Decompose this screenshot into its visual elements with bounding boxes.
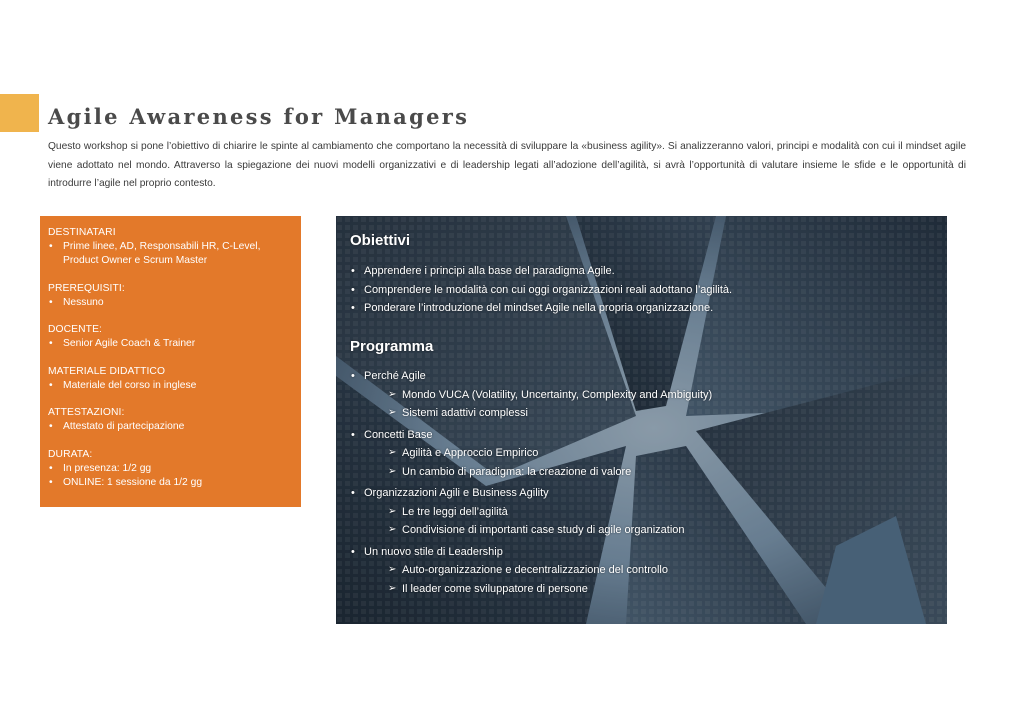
objective-item: • Apprendere i principi alla base del paradigma Agile. bbox=[350, 262, 732, 281]
program-sublist bbox=[350, 561, 712, 598]
program-subitem: ➢ Mondo VUCA (Volatility, Uncertainty, Complexity and Ambiguity) bbox=[350, 386, 712, 405]
program-subitem: ➢ Sistemi adattivi complessi bbox=[350, 404, 712, 423]
info-heading: PREREQUISITI: bbox=[48, 282, 125, 294]
page-title: Agile Awareness for Managers bbox=[48, 104, 470, 129]
info-list bbox=[48, 420, 293, 434]
program-sublist bbox=[350, 503, 712, 540]
info-item: • In presenza: 1/2 gg bbox=[48, 462, 293, 476]
objectives-heading: Obiettivi bbox=[350, 232, 411, 249]
info-item: • Nessuno bbox=[48, 296, 293, 310]
program-item bbox=[350, 543, 712, 599]
program-subitem: ➢ Condivisione di importanti case study di agile organization bbox=[350, 521, 712, 540]
info-list bbox=[48, 379, 293, 393]
program-item-label: • Organizzazioni Agili e Business Agility bbox=[350, 484, 712, 503]
panel-content bbox=[336, 216, 947, 624]
info-item: • Senior Agile Coach & Trainer bbox=[48, 337, 293, 351]
info-heading: DESTINATARI bbox=[48, 227, 116, 238]
info-list bbox=[48, 337, 293, 351]
program-item bbox=[350, 426, 712, 482]
program-subitem: ➢ Un cambio di paradigma: la creazione di valore bbox=[350, 463, 712, 482]
program-heading: Programma bbox=[350, 338, 434, 355]
info-section-materials bbox=[48, 365, 293, 393]
program-item bbox=[350, 367, 712, 423]
info-item: • ONLINE: 1 sessione da 1/2 gg bbox=[48, 476, 293, 490]
info-section-prerequisites bbox=[48, 282, 293, 310]
objective-item: • Ponderare l’introduzione del mindset Agile nella propria organizzazione. bbox=[350, 299, 732, 318]
program-item-label: • Perché Agile bbox=[350, 367, 712, 386]
info-heading: DOCENTE: bbox=[48, 324, 103, 335]
course-info-box bbox=[40, 216, 301, 507]
info-section-recipients bbox=[48, 226, 293, 268]
title-accent-block bbox=[0, 94, 39, 132]
info-item: • Attestato di partecipazione bbox=[48, 420, 293, 434]
info-heading: DURATA: bbox=[48, 448, 93, 460]
info-list bbox=[48, 240, 293, 268]
program-subitem: ➢ Il leader come sviluppatore di persone bbox=[350, 580, 712, 599]
info-list bbox=[48, 462, 293, 490]
info-heading: MATERIALE DIDATTICO bbox=[48, 365, 166, 377]
program-sublist bbox=[350, 444, 712, 481]
program-item-label: • Un nuovo stile di Leadership bbox=[350, 543, 712, 562]
program-subitem: ➢ Le tre leggi dell’agilità bbox=[350, 503, 712, 522]
info-section-certifications bbox=[48, 406, 293, 434]
info-section-duration bbox=[48, 448, 293, 490]
program-subitem: ➢ Auto-organizzazione e decentralizzazione del controllo bbox=[350, 561, 712, 580]
objectives-list bbox=[350, 262, 732, 318]
program-sublist bbox=[350, 386, 712, 423]
program-item-label: • Concetti Base bbox=[350, 426, 712, 445]
info-section-teacher bbox=[48, 323, 293, 351]
info-list bbox=[48, 296, 293, 310]
info-item: • Prime linee, AD, Responsabili HR, C-Level, Product Owner e Scrum Master bbox=[48, 240, 293, 268]
program-item bbox=[350, 484, 712, 540]
intro-paragraph: Questo workshop si pone l’obiettivo di chiarire le spinte al cambiamento che comportano la necessità di sviluppare la «business agility». Si analizzeranno valori, principi e modalità con cui il mindset agile viene adottato nel mondo. Attraverso la spiegazione dei nuovi modelli organizzativi e di leadership legati all’adozione dell’agilità, si avrà l’opportunità di valutare insieme le sfide e le opportunità di introdurre l’agile nel proprio contesto. bbox=[48, 141, 966, 189]
program-subitem: ➢ Agilità e Approccio Empirico bbox=[350, 444, 712, 463]
program-list bbox=[350, 367, 712, 601]
info-item: • Materiale del corso in inglese bbox=[48, 379, 293, 393]
skyscraper-photo-panel bbox=[336, 216, 947, 624]
info-heading: ATTESTAZIONI: bbox=[48, 407, 125, 418]
objective-item: • Comprendere le modalità con cui oggi organizzazioni reali adottano l’agilità. bbox=[350, 281, 732, 300]
